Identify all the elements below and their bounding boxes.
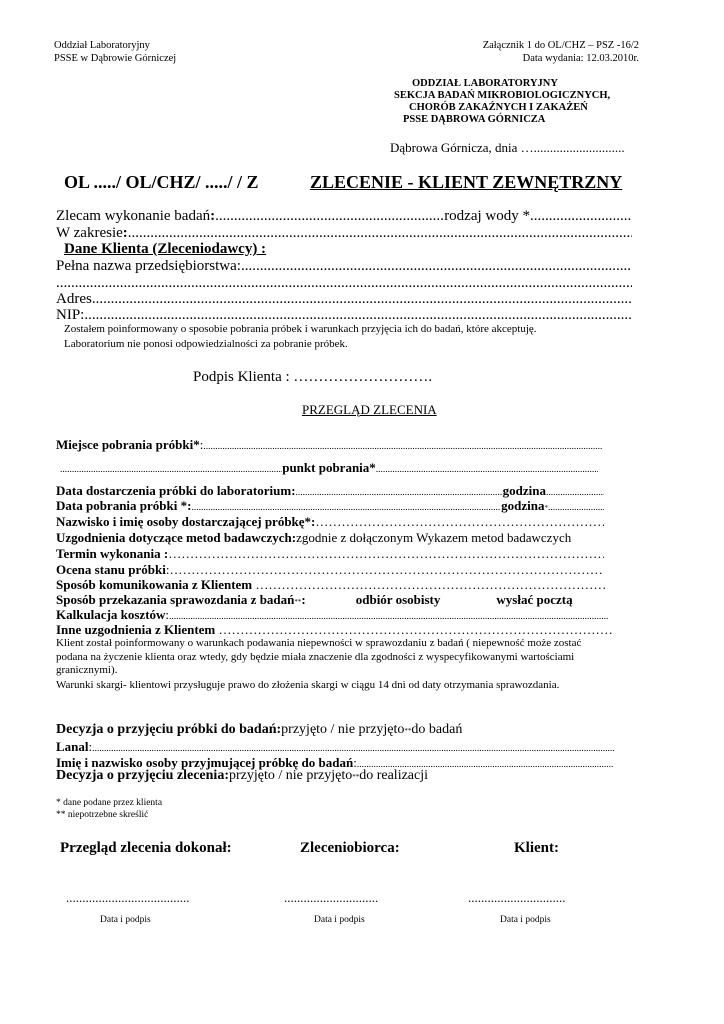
address-row: [56, 291, 632, 308]
nip-fill[interactable]: [84, 307, 632, 324]
order-line1-fill[interactable]: [215, 208, 444, 225]
deliverer-fill[interactable]: [315, 514, 604, 530]
doc-title: ZLECENIE - KLIENT ZEWNĘTRZNY: [310, 172, 623, 192]
sample-decision-suffix: do badań: [411, 722, 463, 737]
place-date: Dąbrowa Górnicza, dnia …............................: [390, 140, 625, 155]
deliverer-label: Nazwisko i imię osoby dostarczającej próbkę*:: [56, 514, 316, 529]
nip-label: NIP:: [56, 307, 85, 323]
communication-label: Sposób komunikowania z Klientem: [56, 577, 253, 592]
sampling-time-label: godzina: [501, 498, 545, 513]
footnote-1: * dane podane przez klienta: [56, 798, 163, 808]
header-right-line2: Data wydania: 12.03.2010r.: [522, 53, 639, 64]
delivery-row: [56, 483, 604, 499]
sampling-point-fill-1[interactable]: [60, 465, 282, 475]
methods-value: zgodnie z dołączonym Wykazem metod badawczych: [296, 530, 572, 545]
methods-label: Uzgodnienia dotyczące metod badawczych:: [56, 530, 297, 545]
doc-number: OL ...../ OL/CHZ/ ...../ / Z: [64, 172, 259, 192]
sampling-date-fill[interactable]: [191, 503, 501, 513]
other-label: Inne uzgodnienia z Klientem: [56, 622, 216, 637]
condition-row: [56, 562, 604, 578]
contractor-heading: Zleceniobiorca:: [300, 840, 400, 856]
condition-colon: :: [165, 562, 170, 577]
org-line1: ODDZIAŁ LABORATORYJNY: [412, 78, 558, 89]
header-left-line1: Oddział Laboratoryjny: [54, 40, 150, 51]
reviewer-heading: Przegląd zlecenia dokonał:: [60, 840, 232, 856]
delivery-time-fill[interactable]: [546, 488, 604, 498]
info-line1: Zostałem poinformowany o sposobie pobrania próbek i warunkach przyjęcia ich do badań, które akceptuję.: [64, 323, 537, 335]
report-option-mail[interactable]: wysłać pocztą: [496, 592, 573, 607]
sampling-date-label: Data pobrania próbki *:: [56, 498, 192, 513]
company-row2: [56, 275, 632, 292]
header-left-line2: PSSE w Dąbrowie Górniczej: [54, 53, 177, 64]
costs-fill[interactable]: [169, 612, 608, 622]
contractor-caption: Data i podpis: [314, 915, 365, 925]
nip-row: [56, 307, 632, 324]
order-line2: [56, 225, 632, 242]
client-heading: Dane Klienta (Zleceniodawcy) :: [64, 241, 267, 257]
communication-row: [56, 577, 608, 593]
address-fill[interactable]: [92, 291, 632, 308]
uncertainty-text: Klient został poinformowany o warunkach podawania niepewności w sprawozdaniu z badań ( niepewność może zostać podana na życzenie klienta oraz wtedy, gdy będzie miała znaczenie dla zgodności z wyspecyfikowanymi wartościami granicznymi).: [56, 637, 582, 676]
report-label: Sposób przekazania sprawozdania z badań: [56, 592, 295, 607]
costs-label: Kalkulacja kosztów: [56, 607, 166, 622]
other-fill[interactable]: [219, 622, 612, 638]
sample-decision-row: Decyzja o przyjęciu próbki do badań : przyjęto / nie przyjęto ** do badań: [56, 722, 463, 737]
receiver-label: Imię i nazwisko osoby przyjmującej próbkę do badań: [56, 755, 354, 770]
communication-fill[interactable]: [255, 577, 608, 593]
delivery-date-label: Data dostarczenia próbki do laboratorium:: [56, 483, 296, 498]
client-caption: Data i podpis: [500, 915, 551, 925]
client-heading-sign: Klient:: [514, 840, 559, 856]
delivery-date-fill[interactable]: [296, 488, 503, 498]
order-line1-label: Zlecam wykonanie badań: [56, 208, 211, 224]
report-row: Sposób przekazania sprawozdania z badań ** : odbiór osobisty wysłać pocztą: [56, 592, 573, 607]
sampling-point-label: punkt pobrania*: [282, 460, 376, 475]
complaint-text: Warunki skargi- klientowi przysługuje prawo do złożenia skargi w ciągu 14 dni od daty otrzymania sprawozdania.: [56, 679, 560, 691]
other-row: [56, 622, 612, 638]
sampling-place-colon: :: [199, 437, 204, 452]
deadline-label: Termin wykonania :: [56, 546, 169, 561]
sampling-place-label: Miejsce pobrania próbki*: [56, 437, 200, 452]
order-decision-label: Decyzja o przyjęciu zlecenia:: [56, 768, 229, 783]
condition-label: Ocena stanu próbki: [56, 562, 166, 577]
org-line2: SEKCJA BADAŃ MIKROBIOLOGICZNYCH,: [394, 90, 611, 101]
address-label: Adres: [56, 291, 92, 307]
methods-row: [56, 530, 604, 546]
footnote-2: ** niepotrzebne skreślić: [56, 810, 149, 820]
sample-decision-value[interactable]: przyjęto / nie przyjęto: [281, 722, 405, 737]
receiver-colon: :: [353, 755, 357, 770]
sample-decision-colon: :: [276, 722, 282, 737]
sampling-date-row: Data pobrania próbki *: ..... godzina * .....: [56, 498, 604, 514]
order-line2-label: W zakresie: [56, 225, 123, 241]
report-option-pickup[interactable]: odbiór osobisty: [355, 592, 441, 607]
deadline-fill[interactable]: [168, 546, 604, 562]
header-right-line1: Załącznik 1 do OL/CHZ – PSZ -16/2: [482, 40, 639, 51]
deliverer-row: [56, 514, 604, 530]
client-signature: Podpis Klienta : ……………………….: [193, 369, 433, 385]
company-fill[interactable]: [241, 258, 632, 275]
reviewer-signature-line[interactable]: ......................................: [66, 890, 190, 905]
order-line1: [56, 208, 632, 225]
sampling-place-row: [56, 437, 602, 453]
lanal-colon: :: [88, 739, 93, 754]
sampling-point-row: [60, 460, 598, 476]
lanal-fill[interactable]: [92, 744, 614, 754]
order-decision-value[interactable]: przyjęto / nie przyjęto: [228, 768, 353, 783]
company-label: Pełna nazwa przedsiębiorstwa:: [56, 258, 241, 274]
company-row: [56, 258, 632, 275]
report-colon: :: [301, 592, 306, 607]
condition-fill[interactable]: [169, 562, 604, 578]
costs-colon: :: [165, 607, 170, 622]
review-heading: PRZEGLĄD ZLECENIA: [302, 402, 437, 417]
sampling-place-fill[interactable]: [203, 442, 602, 452]
order-line1-colon: :: [210, 208, 216, 224]
water-type-fill[interactable]: [530, 208, 632, 225]
contractor-signature-line[interactable]: .............................: [284, 890, 379, 905]
info-line2: Laboratorium nie ponosi odpowiedzialności za pobranie próbek.: [64, 338, 348, 350]
org-line4: PSSE DĄBROWA GÓRNICZA: [403, 114, 546, 125]
order-line2-colon: :: [122, 225, 128, 241]
sample-decision-label: Decyzja o przyjęciu próbki do badań: [56, 722, 277, 737]
order-decision-row: Decyzja o przyjęciu zlecenia: przyjęto / nie przyjęto ** do realizacji: [56, 768, 429, 783]
sampling-point-fill-2[interactable]: [376, 465, 598, 475]
scope-fill[interactable]: [128, 225, 632, 242]
company-fill-2[interactable]: [56, 275, 632, 292]
sampling-time-fill[interactable]: [548, 503, 604, 513]
deadline-row: [56, 546, 604, 562]
lanal-label: Lanal: [56, 739, 89, 754]
water-type-label: rodzaj wody *: [444, 208, 530, 224]
org-line3: CHORÓB ZAKAŹNYCH I ZAKAŻEŃ: [409, 102, 588, 113]
reviewer-caption: Data i podpis: [100, 915, 151, 925]
costs-row: [56, 607, 608, 623]
order-decision-suffix: do realizacji: [359, 768, 429, 783]
delivery-time-label: godzina: [502, 483, 546, 498]
lanal-row: [56, 739, 614, 755]
client-signature-line[interactable]: ..............................: [468, 890, 566, 905]
